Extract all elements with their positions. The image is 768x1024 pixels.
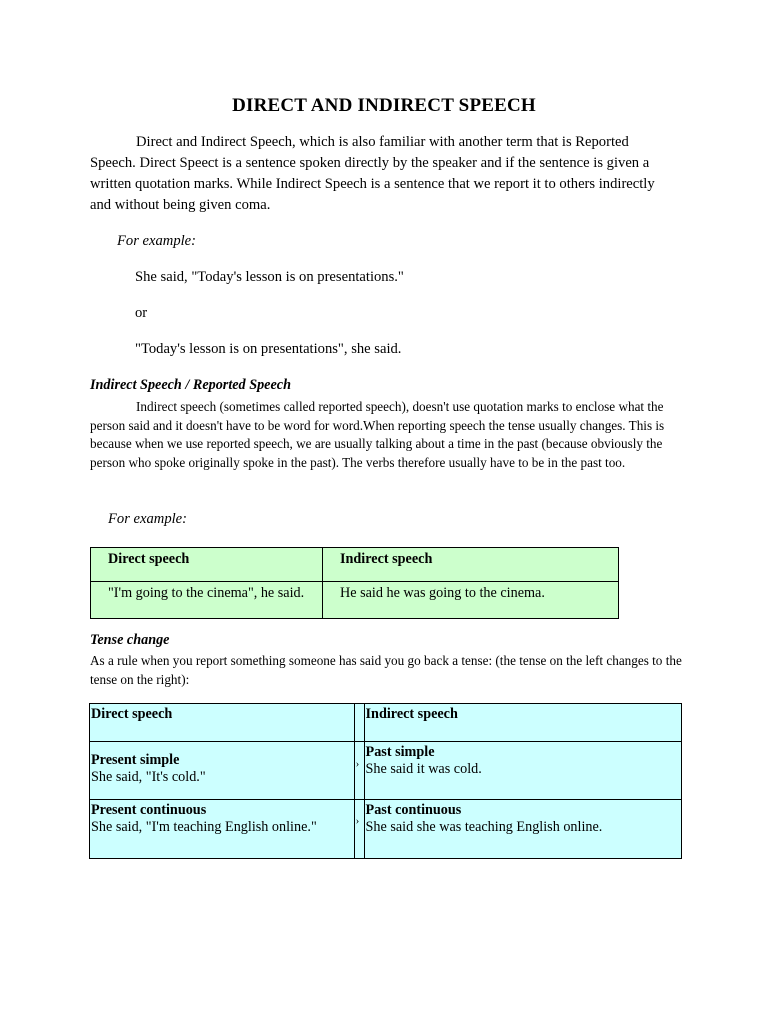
cell-indirect: He said he was going to the cinema. <box>323 582 619 619</box>
arrow-column <box>354 704 364 742</box>
tense-example: She said, "It's cold." <box>91 769 206 785</box>
table-row <box>90 800 682 859</box>
example-label-1: For example: <box>117 233 197 249</box>
table-header-row <box>91 548 619 582</box>
cell-indirect <box>364 800 681 859</box>
header-indirect-speech: Indirect speech <box>323 548 619 582</box>
arrow-column <box>354 800 364 859</box>
page-title: DIRECT AND INDIRECT SPEECH <box>232 95 536 116</box>
tense-name: Present simple <box>91 752 180 768</box>
indirect-speech-text: Indirect speech (sometimes called reported speech), doesn't use quotation marks to enclose what the person said and it doesn't have to be word for word.When reporting speech the tense usually changes. This is because when we use reported speech, we are usually talking about a time in the past (because obviously the person who spoke originally spoke in the past). The verbs therefore usually have to be in the past too. <box>90 399 665 470</box>
arrow-right-icon: › <box>355 815 360 827</box>
header-direct-speech: Direct speech <box>90 704 355 742</box>
example-sentence-2: "Today's lesson is on presentations", she said. <box>135 341 402 357</box>
indirect-speech-heading: Indirect Speech / Reported Speech <box>90 377 291 393</box>
intro-paragraph <box>90 132 678 216</box>
tense-example: She said she was teaching English online. <box>365 819 603 835</box>
tense-example: She said it was cold. <box>365 761 482 777</box>
cell-direct <box>90 742 355 800</box>
cell-indirect <box>364 742 681 800</box>
header-direct-speech: Direct speech <box>91 548 323 582</box>
indirect-speech-paragraph <box>90 398 680 472</box>
cell-direct <box>90 800 355 859</box>
example-sentence-1: She said, "Today's lesson is on presentations." <box>135 269 404 285</box>
example-table <box>90 547 619 619</box>
tense-table <box>89 703 682 859</box>
header-indirect-speech: Indirect speech <box>364 704 681 742</box>
table-row <box>90 742 682 800</box>
intro-text: Direct and Indirect Speech, which is also familiar with another term that is Reported Speech. Direct Speect is a sentence spoken directly by the speaker and if the sentence is given a written quotation marks. While Indirect Speech is a sentence that we report it to others indirectly and without being given coma. <box>90 134 655 213</box>
example-label-2: For example: <box>108 511 188 527</box>
tense-name: Present continuous <box>91 802 207 818</box>
arrow-column <box>354 742 364 800</box>
tense-change-heading: Tense change <box>90 632 170 648</box>
table-header-row <box>90 704 682 742</box>
tense-name: Past simple <box>365 744 435 760</box>
cell-direct: "I'm going to the cinema", he said. <box>91 582 323 619</box>
tense-example: She said, "I'm teaching English online." <box>91 819 317 835</box>
tense-name: Past continuous <box>365 802 462 818</box>
example-or: or <box>135 305 148 321</box>
arrow-right-icon: › <box>355 758 360 770</box>
tense-change-paragraph: As a rule when you report something someone has said you go back a tense: (the tense on the left changes to the tense on the right): <box>90 653 682 687</box>
table-row <box>91 582 619 619</box>
